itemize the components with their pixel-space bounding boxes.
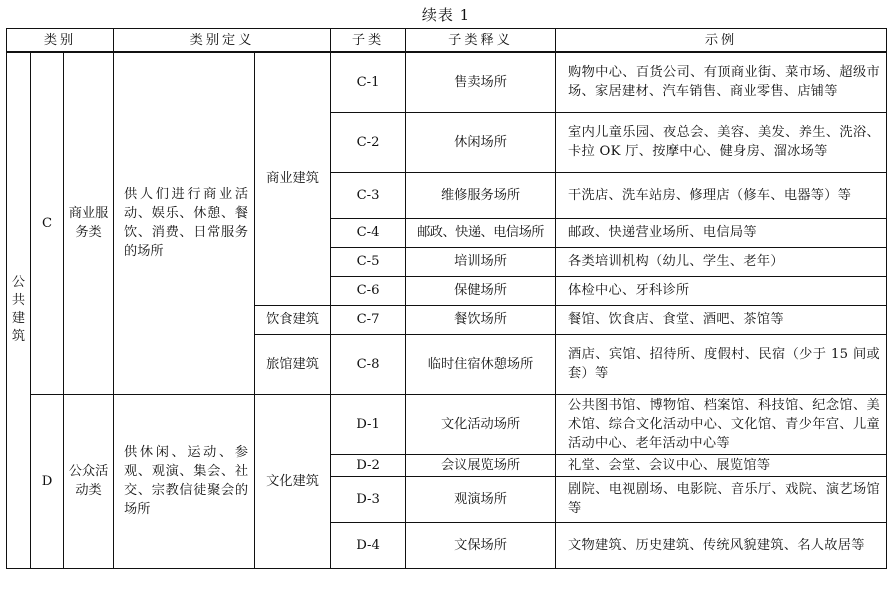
header-examples: 示例 bbox=[556, 29, 887, 53]
group-code-cell: D bbox=[31, 394, 64, 568]
subcategory-code-cell: C-5 bbox=[331, 247, 406, 276]
example-cell: 体检中心、牙科诊所 bbox=[556, 276, 887, 305]
subgroup-name-cell: 商业建筑 bbox=[255, 52, 331, 305]
example-cell: 剧院、电视剧场、电影院、音乐厅、戏院、演艺场馆等 bbox=[556, 476, 887, 522]
subgroup-name-cell: 文化建筑 bbox=[255, 394, 331, 568]
header-explanation: 子类释义 bbox=[406, 29, 556, 53]
example-cell: 室内儿童乐园、夜总会、美容、美发、养生、洗浴、卡拉 OK 厅、按摩中心、健身房、溜冰场等 bbox=[556, 112, 887, 172]
subgroup-name-cell: 旅馆建筑 bbox=[255, 334, 331, 394]
explanation-cell: 文化活动场所 bbox=[406, 394, 556, 454]
explanation-cell: 休闲场所 bbox=[406, 112, 556, 172]
explanation-cell: 培训场所 bbox=[406, 247, 556, 276]
subcategory-code-cell: C-4 bbox=[331, 218, 406, 247]
explanation-cell: 餐饮场所 bbox=[406, 305, 556, 334]
subcategory-code-cell: C-3 bbox=[331, 172, 406, 218]
example-cell: 邮政、快递营业场所、电信局等 bbox=[556, 218, 887, 247]
subcategory-code-cell: D-1 bbox=[331, 394, 406, 454]
major-category-cell: 公共建筑 bbox=[7, 52, 31, 568]
example-cell: 购物中心、百货公司、有顶商业街、菜市场、超级市场、家居建材、汽车销售、商业零售、店铺等 bbox=[556, 52, 887, 112]
building-classification-table bbox=[6, 28, 887, 569]
explanation-cell: 文保场所 bbox=[406, 522, 556, 568]
example-cell: 各类培训机构（幼儿、学生、老年） bbox=[556, 247, 887, 276]
subcategory-code-cell: D-4 bbox=[331, 522, 406, 568]
example-cell: 酒店、宾馆、招待所、度假村、民宿（少于 15 间或套）等 bbox=[556, 334, 887, 394]
table-row bbox=[7, 52, 887, 112]
explanation-cell: 临时住宿休憩场所 bbox=[406, 334, 556, 394]
explanation-cell: 保健场所 bbox=[406, 276, 556, 305]
group-definition-cell: 供人们进行商业活动、娱乐、休憩、餐饮、消费、日常服务的场所 bbox=[114, 52, 255, 394]
subcategory-code-cell: D-3 bbox=[331, 476, 406, 522]
group-definition-cell: 供休闲、运动、参观、观演、集会、社交、宗教信徒聚会的场所 bbox=[114, 394, 255, 568]
group-name-cell: 公众活动类 bbox=[64, 394, 114, 568]
example-cell: 文物建筑、历史建筑、传统风貌建筑、名人故居等 bbox=[556, 522, 887, 568]
subgroup-name-cell: 饮食建筑 bbox=[255, 305, 331, 334]
explanation-cell: 邮政、快递、电信场所 bbox=[406, 218, 556, 247]
explanation-cell: 维修服务场所 bbox=[406, 172, 556, 218]
subcategory-code-cell: C-1 bbox=[331, 52, 406, 112]
header-definition: 类别定义 bbox=[114, 29, 331, 53]
table-caption: 续表 1 bbox=[421, 6, 471, 24]
table-row bbox=[7, 394, 887, 454]
example-cell: 公共图书馆、博物馆、档案馆、科技馆、纪念馆、美术馆、综合文化活动中心、文化馆、青少年宫、儿童活动中心、老年活动中心等 bbox=[556, 394, 887, 454]
explanation-cell: 观演场所 bbox=[406, 476, 556, 522]
header-subcategory: 子类 bbox=[331, 29, 406, 53]
subcategory-code-cell: C-7 bbox=[331, 305, 406, 334]
example-cell: 礼堂、会堂、会议中心、展览馆等 bbox=[556, 454, 887, 476]
header-category: 类别 bbox=[7, 29, 114, 53]
subcategory-code-cell: C-8 bbox=[331, 334, 406, 394]
example-cell: 干洗店、洗车站房、修理店（修车、电器等）等 bbox=[556, 172, 887, 218]
subcategory-code-cell: C-2 bbox=[331, 112, 406, 172]
subcategory-code-cell: D-2 bbox=[331, 454, 406, 476]
header-row bbox=[7, 29, 887, 53]
group-code-cell: C bbox=[31, 52, 64, 394]
group-name-cell: 商业服务类 bbox=[64, 52, 114, 394]
explanation-cell: 会议展览场所 bbox=[406, 454, 556, 476]
example-cell: 餐馆、饮食店、食堂、酒吧、茶馆等 bbox=[556, 305, 887, 334]
explanation-cell: 售卖场所 bbox=[406, 52, 556, 112]
subcategory-code-cell: C-6 bbox=[331, 276, 406, 305]
